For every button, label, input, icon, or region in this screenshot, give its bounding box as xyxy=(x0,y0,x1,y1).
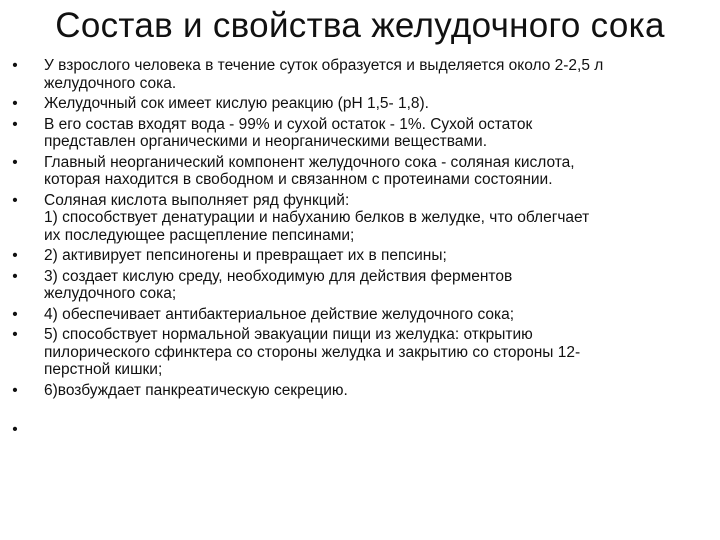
bullet-item xyxy=(10,247,710,265)
bullet-dot: • xyxy=(12,421,18,438)
bullet-dot: • xyxy=(12,115,18,133)
bullet-item xyxy=(10,306,710,324)
bullet-dot: • xyxy=(12,267,18,285)
bullet-dot: • xyxy=(12,305,18,323)
bullet-text: В его состав входят вода - 99% и сухой остаток - 1%. Сухой остаток представлен органическими и неорганическими веществами. xyxy=(44,115,533,150)
bullet-dot: • xyxy=(12,95,18,112)
bullet-dot: • xyxy=(12,247,18,264)
bullet-text: 6)возбуждает панкреатическую секрецию. xyxy=(44,381,348,399)
bullet-item xyxy=(10,326,710,379)
bullet-text: 5) способствует нормальной эвакуации пищи из желудка: открытию пилорического сфинктера со стороны желудка и закрытию со стороны 12- перстной кишки; xyxy=(44,326,581,378)
bullet-text: Главный неорганический компонент желудочного сока - соляная кислота, которая находится в свободном и связанном с протеинами состоянии. xyxy=(44,153,575,188)
bullet-text: Соляная кислота выполняет ряд функций: 1) способствует денатурации и набуханию белков в желудке, что облегчает их последующее расщепление пепсинами; xyxy=(44,191,590,244)
bullet-text: У взрослого человека в течение суток образуется и выделяется около 2-2,5 л желудочного сока. xyxy=(44,57,604,92)
slide-title: Состав и свойства желудочного сока xyxy=(55,6,665,45)
bullet-item xyxy=(10,57,710,92)
bullet-dot: • xyxy=(12,326,18,343)
bullet-dot: • xyxy=(12,381,18,399)
bullet-list xyxy=(10,57,710,438)
bullet-item xyxy=(10,268,710,303)
bullet-dot: • xyxy=(12,57,18,74)
bullet-item xyxy=(10,154,710,189)
bullet-text: 3) создает кислую среду, необходимую для действия ферментов желудочного сока; xyxy=(44,267,513,302)
bullet-text: 4) обеспечивает антибактериальное действие желудочного сока; xyxy=(44,305,515,323)
bullet-dot: • xyxy=(12,191,18,209)
bullet-item xyxy=(10,382,710,400)
bullet-text: 2) активирует пепсиногены и превращает их в пепсины; xyxy=(44,247,447,264)
bullet-item xyxy=(10,116,710,151)
bullet-text: Желудочный сок имеет кислую реакцию (рН 1,5- 1,8). xyxy=(44,95,429,112)
bullet-dot: • xyxy=(12,153,18,171)
bullet-item xyxy=(10,95,710,113)
bullet-item xyxy=(10,192,710,245)
